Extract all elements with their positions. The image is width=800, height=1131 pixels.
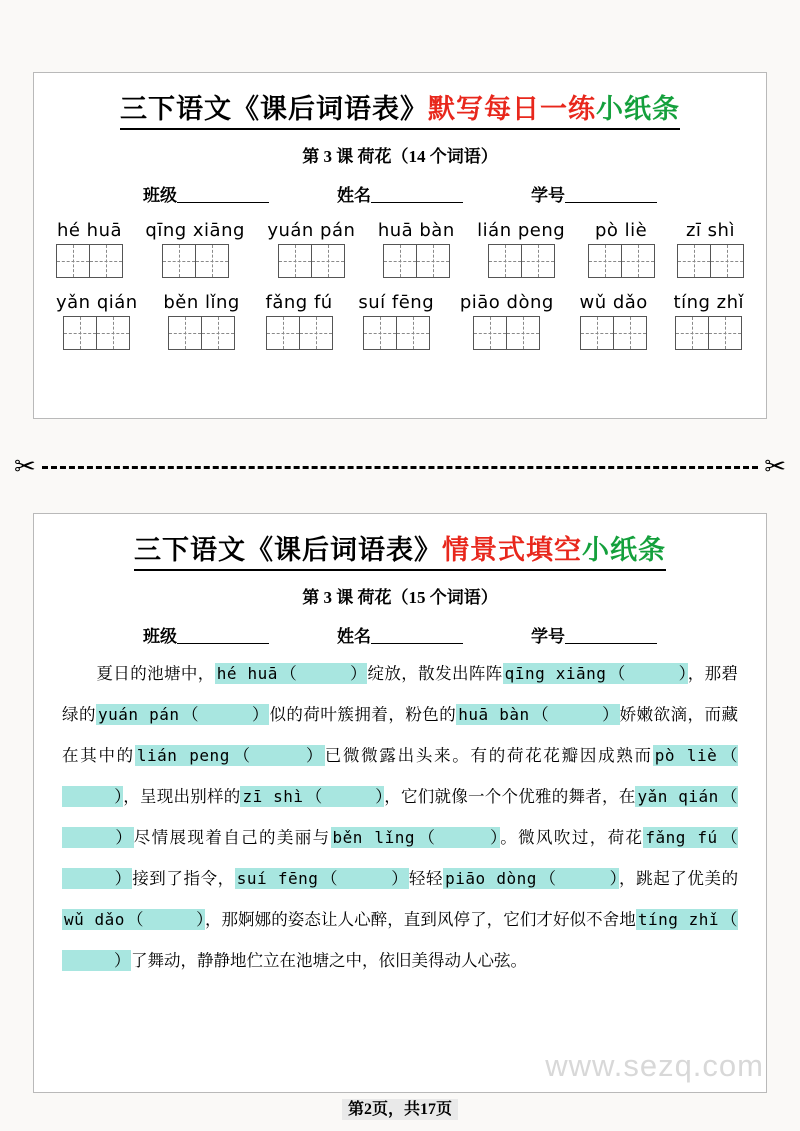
word-cell: [378, 220, 455, 278]
passage-text: ，那婀娜的姿态让人心醉，直到风停了，它们才好似不舍地: [204, 910, 636, 929]
sheet2-field-number: [531, 622, 657, 647]
answer-blank[interactable]: （ ）: [305, 787, 385, 806]
tianzige-box[interactable]: [710, 244, 744, 278]
passage-text: ，跳起了优美的: [619, 869, 739, 888]
tianzige-box[interactable]: [201, 316, 235, 350]
watermark: www.sezq.com: [545, 1048, 764, 1083]
cut-line-divider: [14, 452, 786, 482]
passage-text: 。微风吹过，荷花: [500, 828, 644, 847]
answer-blank[interactable]: （ ）: [126, 910, 205, 929]
tianzige-box[interactable]: [162, 244, 196, 278]
tianzige-boxes[interactable]: [56, 316, 138, 350]
pinyin-label: pò liè: [594, 220, 648, 241]
word-cell: [163, 292, 239, 350]
answer-blank[interactable]: （ ）: [608, 664, 688, 683]
pinyin-prompt: yǎn qián: [637, 787, 719, 806]
sheet2-field-class-label: 班级: [143, 627, 177, 646]
sheet2-field-class: [143, 622, 269, 647]
tianzige-boxes[interactable]: [378, 244, 455, 278]
tianzige-boxes[interactable]: [477, 244, 565, 278]
tianzige-boxes[interactable]: [580, 316, 648, 350]
tianzige-box[interactable]: [168, 316, 202, 350]
tianzige-box[interactable]: [488, 244, 522, 278]
sheet1-info-line: [34, 181, 766, 206]
sheet1-field-number: [531, 181, 657, 206]
sheet1-field-number-blank[interactable]: [565, 187, 657, 203]
tianzige-box[interactable]: [677, 244, 711, 278]
word-cell: [674, 292, 744, 350]
pinyin-label: qīng xiāng: [145, 220, 245, 241]
tianzige-box[interactable]: [63, 316, 97, 350]
tianzige-box[interactable]: [311, 244, 345, 278]
passage-text: 娇嫩欲滴，而藏在其中的: [62, 705, 739, 765]
pinyin-prompt: qīng xiāng: [504, 664, 607, 683]
answer-blank[interactable]: （）: [62, 909, 738, 971]
sheet1-title-green: 小纸条: [596, 94, 680, 124]
answer-blank[interactable]: （ ）: [181, 705, 270, 724]
sheet2-title-green: 小纸条: [582, 535, 666, 565]
word-grid-row: [34, 220, 766, 278]
page-footer: [0, 1096, 800, 1119]
word-cell: [56, 220, 123, 278]
tianzige-boxes[interactable]: [460, 316, 554, 350]
cloze-passage: [34, 647, 766, 981]
word-cell: [266, 292, 333, 350]
pinyin-prompt: tíng zhǐ: [637, 910, 719, 929]
pinyin-prompt: lián peng: [136, 746, 230, 765]
pinyin-label: yuán pán: [267, 220, 356, 241]
sheet1-subtitle: 第 3 课 荷花（14 个词语）: [302, 147, 498, 166]
pinyin-prompt: fǎng fú: [645, 828, 718, 847]
tianzige-box[interactable]: [299, 316, 333, 350]
sheet1-field-number-label: 学号: [531, 186, 565, 205]
pinyin-prompt: piāo dòng: [445, 869, 537, 888]
pinyin-label: hé huā: [56, 220, 123, 241]
answer-blank[interactable]: （）: [62, 786, 738, 848]
sheet2-subtitle: 第 3 课 荷花（15 个词语）: [302, 588, 498, 607]
answer-blank[interactable]: （ ）: [416, 828, 501, 847]
tianzige-boxes[interactable]: [358, 316, 434, 350]
passage-text: ，呈现出别样的: [123, 787, 241, 806]
tianzige-box[interactable]: [621, 244, 655, 278]
tianzige-boxes[interactable]: [163, 316, 239, 350]
tianzige-box[interactable]: [96, 316, 130, 350]
tianzige-box[interactable]: [278, 244, 312, 278]
word-cell: [145, 220, 245, 278]
sheet1-field-name-label: 姓名: [337, 186, 371, 205]
pinyin-prompt: běn lǐng: [332, 828, 415, 847]
tianzige-boxes[interactable]: [674, 316, 744, 350]
tianzige-box[interactable]: [396, 316, 430, 350]
tianzige-box[interactable]: [416, 244, 450, 278]
answer-blank[interactable]: （ ）: [531, 705, 620, 724]
passage-text: 轻轻: [408, 869, 444, 888]
passage-text: 尽情展现着自己的美丽与: [133, 828, 331, 847]
word-cell: [358, 292, 434, 350]
sheet1-title-main: 三下语文《课后词语表》: [120, 94, 428, 124]
sheet2-field-class-blank[interactable]: [177, 628, 269, 644]
dictation-worksheet: [33, 72, 767, 419]
pinyin-label: zī shì: [685, 220, 735, 241]
scissors-icon: ✂: [764, 452, 786, 481]
pinyin-prompt: pò liè: [654, 746, 718, 765]
tianzige-boxes[interactable]: [588, 244, 655, 278]
word-cell: [677, 220, 744, 278]
pinyin-label: suí fēng: [358, 292, 435, 313]
tianzige-boxes[interactable]: [56, 244, 123, 278]
tianzige-box[interactable]: [521, 244, 555, 278]
tianzige-box[interactable]: [473, 316, 507, 350]
word-cell: [588, 220, 655, 278]
word-cell: [56, 292, 138, 350]
tianzige-boxes[interactable]: [267, 244, 355, 278]
tianzige-box[interactable]: [506, 316, 540, 350]
passage-text: 接到了指令，: [132, 869, 235, 888]
sheet1-title-red: 默写每日一练: [428, 94, 596, 124]
sheet1-field-class-blank[interactable]: [177, 187, 269, 203]
passage-text: 已微微露出头来。有的荷花花瓣因成熟而: [324, 746, 653, 765]
word-cell: [477, 220, 565, 278]
sheet2-field-number-blank[interactable]: [565, 628, 657, 644]
tianzige-boxes[interactable]: [145, 244, 245, 278]
word-cell: [267, 220, 355, 278]
pinyin-prompt: yuán pán: [97, 705, 180, 724]
sheet2-title-red: 情景式填空: [442, 535, 582, 565]
tianzige-box[interactable]: [580, 316, 614, 350]
sheet2-info-line: [34, 622, 766, 647]
sheet1-field-class: [143, 181, 269, 206]
tianzige-box[interactable]: [588, 244, 622, 278]
pinyin-prompt: wǔ dǎo: [64, 910, 125, 929]
page-number-label: 第2页，共17页: [342, 1099, 458, 1120]
tianzige-boxes[interactable]: [266, 316, 333, 350]
answer-blank[interactable]: （ ）: [279, 664, 368, 683]
tianzige-box[interactable]: [708, 316, 742, 350]
pinyin-label: běn lǐng: [163, 292, 240, 313]
tianzige-box[interactable]: [363, 316, 397, 350]
tianzige-boxes[interactable]: [677, 244, 744, 278]
answer-blank[interactable]: （ ）: [538, 869, 620, 888]
sheet1-title: [34, 87, 766, 130]
passage-text: 夏日的池塘中，: [96, 664, 215, 683]
tianzige-box[interactable]: [89, 244, 123, 278]
dashed-cut-line: [42, 466, 758, 469]
sheet2-title-main: 三下语文《课后词语表》: [134, 535, 442, 565]
pinyin-prompt: suí fēng: [236, 869, 319, 888]
pinyin-prompt: zī shì: [242, 787, 304, 806]
cloze-worksheet: [33, 513, 767, 1093]
pinyin-label: fǎng fú: [265, 292, 333, 313]
word-cell: [580, 292, 648, 350]
sheet2-title: [34, 528, 766, 571]
pinyin-label: yǎn qián: [56, 292, 138, 313]
tianzige-box[interactable]: [195, 244, 229, 278]
passage-text: ，它们就像一个个优雅的舞者，在: [384, 787, 636, 806]
answer-blank[interactable]: （）: [62, 745, 738, 807]
sheet1-field-name-blank[interactable]: [371, 187, 463, 203]
pinyin-label: piāo dòng: [459, 292, 554, 313]
pinyin-label: huā bàn: [377, 220, 455, 241]
scissors-icon: ✂: [14, 452, 36, 481]
answer-blank[interactable]: （ ）: [320, 869, 409, 888]
pinyin-prompt: huā bàn: [458, 705, 530, 724]
passage-text: 似的荷叶簇拥着，粉色的: [269, 705, 457, 724]
answer-blank[interactable]: （）: [62, 827, 738, 889]
sheet2-field-name-label: 姓名: [337, 627, 371, 646]
passage-text: ，那碧绿的: [62, 664, 739, 724]
answer-blank[interactable]: （ ）: [231, 746, 325, 765]
tianzige-box[interactable]: [613, 316, 647, 350]
passage-text: 了舞动，静静地伫立在池塘之中，依旧美得动人心弦。: [131, 951, 527, 970]
tianzige-box[interactable]: [266, 316, 300, 350]
sheet1-field-class-label: 班级: [143, 186, 177, 205]
sheet2-field-name-blank[interactable]: [371, 628, 463, 644]
tianzige-box[interactable]: [383, 244, 417, 278]
tianzige-box[interactable]: [56, 244, 90, 278]
word-grid-row: [34, 292, 766, 350]
passage-text: 绽放，散发出阵阵: [367, 664, 503, 683]
sheet2-field-number-label: 学号: [531, 627, 565, 646]
word-cell: [460, 292, 554, 350]
tianzige-box[interactable]: [675, 316, 709, 350]
pinyin-label: tíng zhǐ: [673, 292, 744, 313]
pinyin-label: lián peng: [477, 220, 566, 241]
sheet2-field-name: [337, 622, 463, 647]
pinyin-label: wǔ dǎo: [579, 292, 648, 313]
sheet1-field-name: [337, 181, 463, 206]
pinyin-prompt: hé huā: [216, 664, 278, 683]
